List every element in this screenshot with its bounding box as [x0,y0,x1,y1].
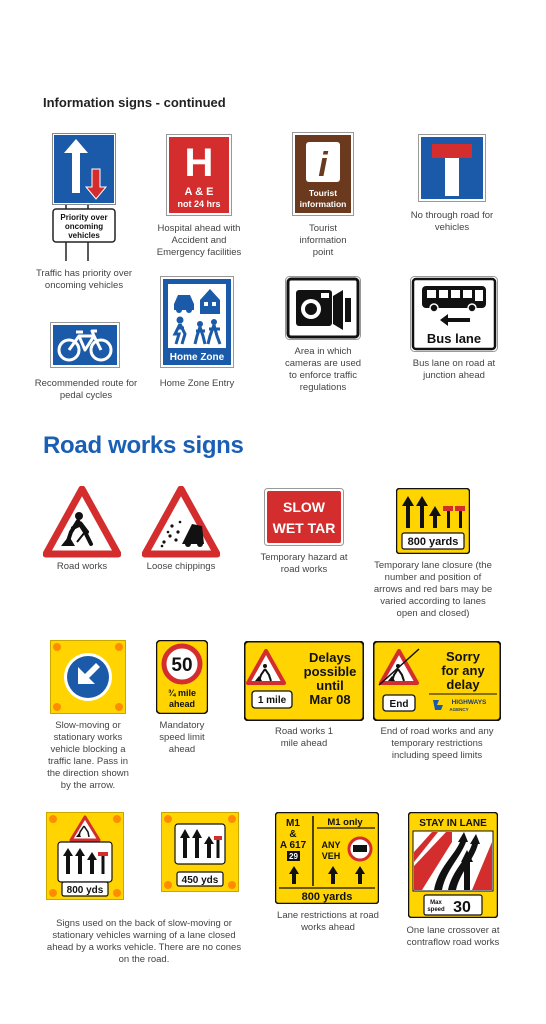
sorry-for-delay-sign [373,641,501,721]
lane-closure-distance: 800 yards [407,536,459,548]
back-sign1-distance: 800 yds [66,885,104,896]
delays-line4: Mar 08 [309,692,351,707]
lane-restr-amp: & [289,829,297,840]
stay-in-lane-caption: One lane crossover at contraflow road works [406,925,500,948]
keep-left-caption: Slow-moving or stationary works vehicle blocking a traffic lane. Pass in the direction shown by the arrow. [47,720,129,791]
priority-plate-line1: Priority over [60,213,108,222]
no-through-road-caption: No through road for vehicles [410,210,494,233]
back-sign2-distance: 450 yds [181,875,219,886]
bus-lane-sign [410,276,498,352]
bus-lane-caption: Bus lane on road at junction ahead [412,358,496,381]
sorry-end: End [389,699,409,710]
bus-lane-label: Bus lane [426,331,482,346]
slow-line1: SLOW [283,499,325,515]
hospital-ae-sign [166,134,232,216]
sorry-agency2: AGENCY [449,707,469,712]
sorry-line3: delay [446,677,480,692]
speed-plate-line2: ahead [168,699,196,709]
speed-plate-line1: ¾ mile [167,688,197,698]
priority-caption: Traffic has priority over oncoming vehicles [35,268,133,291]
info-signs-heading: Information signs - continued [43,95,226,110]
lane-restr-veh: VEH [321,851,341,861]
sorry-line1: Sorry [446,649,480,664]
speed-camera-sign [285,276,361,340]
stay-speed-word: speed [427,907,445,913]
delays-line1: Delays [309,650,351,665]
sorry-caption: End of road works and any temporary restrictions including speed limits [380,726,494,761]
hospital-caption: Hospital ahead with Accident and Emergency facilities [156,223,242,258]
home-zone-sign [160,276,234,368]
loose-chippings-caption: Loose chippings [146,561,216,572]
road-works-caption: Road works [56,561,108,572]
tourist-line1: Tourist [308,188,338,198]
vehicle-back-sign-800 [46,812,124,900]
home-zone-caption: Home Zone Entry [159,378,235,389]
lane-restr-distance: 800 yards [301,891,353,903]
road-works-triangle-sign [43,486,121,558]
slow-wet-tar-sign [264,488,344,546]
lane-restrictions-caption: Lane restrictions at road works ahead [277,910,379,933]
priority-plate-line3: vehicles [68,231,100,240]
slow-wet-tar-caption: Temporary hazard at road works [260,552,348,575]
lane-closure-caption: Temporary lane closure (the number and position of arrows and red bars may be varied according to lanes open and closed) [373,560,493,619]
delays-possible-sign [244,641,364,721]
no-through-road-sign [418,134,486,202]
stay-in-lane-sign [408,812,498,918]
priority-over-oncoming-sign [52,133,116,263]
sorry-line2: for any [441,663,485,678]
speed-caption: Mandatory speed limit ahead [159,720,205,755]
stay-speed: 30 [453,899,471,916]
lane-restrictions-sign [275,812,379,904]
vehicle-back-sign-450 [161,812,239,892]
slow-line2: WET TAR [272,520,336,536]
speed-value: 50 [171,655,193,676]
lane-restr-29: 29 [289,852,298,861]
tourist-information-sign [292,132,354,216]
tourist-line2: information [299,199,347,209]
back-signs-caption: Signs used on the back of slow-moving or stationary vehicles warning of a lane closed ahead by a works vehicle. There are no cones on the road. [46,918,242,965]
delays-caption: Road works 1 mile ahead [274,726,334,749]
lane-restr-m1: M1 [286,818,300,829]
camera-caption: Area in which cameras are used to enforce traffic regulations [284,346,362,393]
lane-restr-a617: A 617 [279,840,307,851]
sorry-agency: HIGHWAYS [451,699,487,706]
cycle-route-sign [50,322,120,368]
lane-closure-sign [396,488,470,554]
home-zone-label: Home Zone [169,352,225,363]
cycle-caption: Recommended route for pedal cycles [34,378,138,401]
keep-left-vehicle-sign [50,640,126,714]
hospital-line2: not 24 hrs [177,199,221,209]
delays-plate: 1 mile [257,695,287,706]
delays-line2: possible [303,664,357,679]
lane-restr-m1only: M1 only [327,817,363,828]
lane-restr-any: ANY [321,840,341,850]
priority-plate-line2: oncoming [64,222,104,231]
stay-max: Max [430,900,442,906]
loose-chippings-sign [142,486,220,558]
tourist-caption: Tourist information point [299,223,347,258]
delays-line3: until [316,678,344,693]
speed-limit-50-sign [156,640,208,714]
hospital-letter: H [184,141,214,185]
hospital-line1: A & E [184,186,214,198]
tourist-letter: i [318,146,328,184]
road-works-heading: Road works signs [43,432,244,459]
stay-in-lane-label: STAY IN LANE [419,818,487,829]
